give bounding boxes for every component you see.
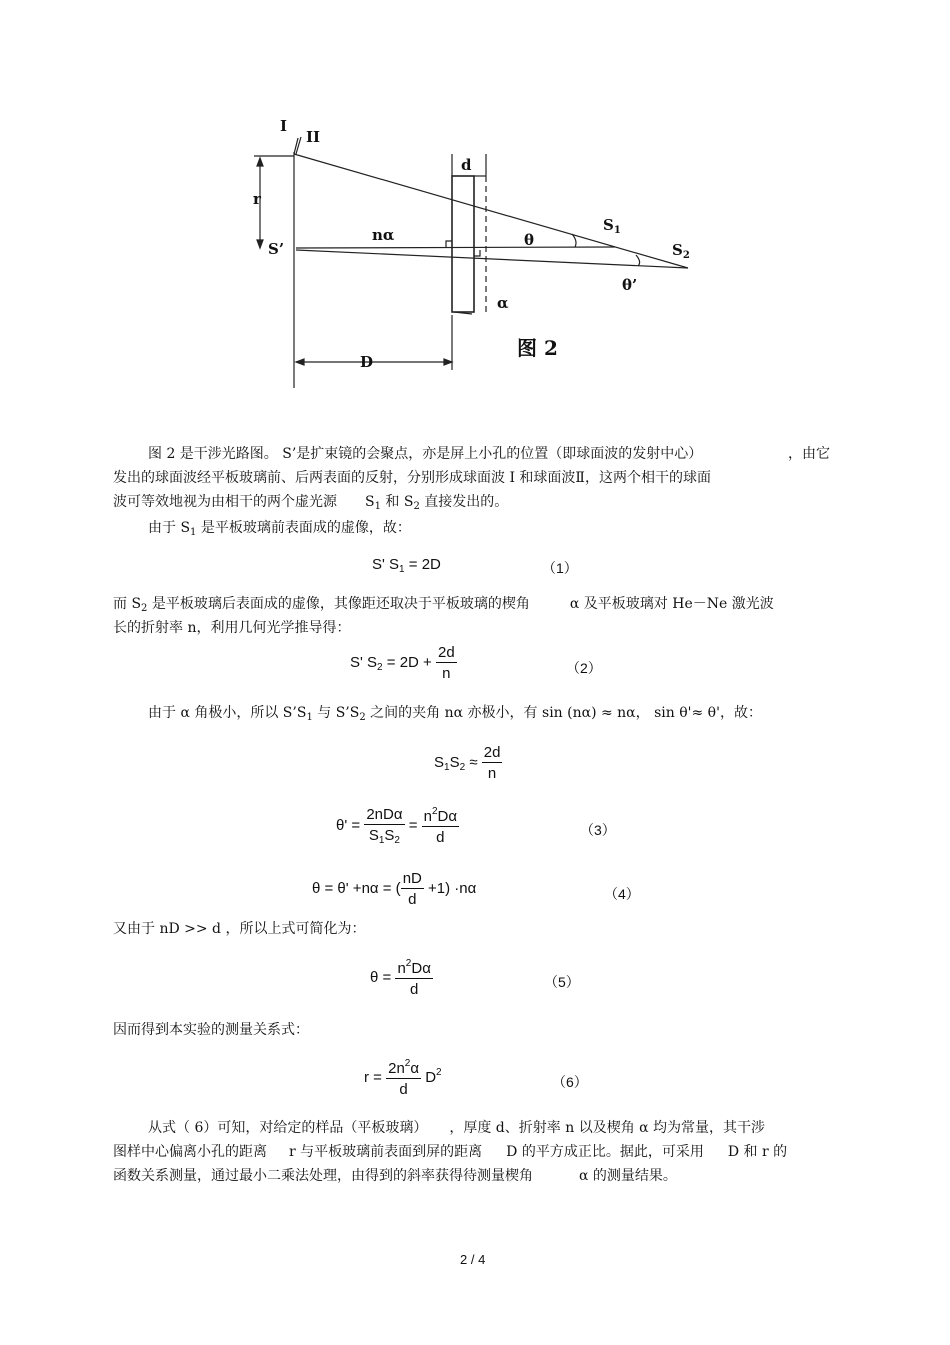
para7-line1: 从式（ 6）可知，对给定的样品（平板玻璃） ，厚度 d、折射率 n 以及楔角 α 均为常量，其干涉 — [148, 1120, 766, 1136]
para7-line3: 函数关系测量，通过最小二乘法处理，由得到的斜率获得待测量楔角 α 的测量结果。 — [113, 1168, 677, 1184]
equation-5: θ = $\frac{n^2D\alpha}{d}$ — [370, 958, 431, 998]
ray-label-i: I — [280, 117, 288, 135]
para6: 因而得到本实验的测量关系式： — [113, 1022, 309, 1038]
equation-6-number: （6） — [552, 1074, 588, 1090]
label-theta-prime: θ’ — [622, 276, 638, 294]
interference-diagram — [240, 110, 710, 390]
label-theta: θ — [524, 231, 535, 249]
para3-line1: 而 $S_2$ 是平板玻璃后表面成的虚像，其像距还取决于平板玻璃的楔角 α 及平板玻璃对 He－Ne 激光波 — [113, 596, 774, 614]
ray-to-s2 — [294, 154, 688, 268]
equation-1: S' $S_1 = 2D$ — [372, 556, 441, 575]
equation-5-number: （5） — [544, 974, 580, 990]
para1-line1b: ，由它 — [788, 446, 830, 462]
para1-line2: 发出的球面波经平板玻璃前、后两表面的反射，分别形成球面波 I 和球面波Ⅱ，这两个相干的球面 — [113, 470, 711, 486]
label-D: D — [360, 353, 374, 371]
axis-s2 — [296, 250, 688, 268]
equation-s1s2: $S_1S_2$ ≈ $\frac{2d}{n}$ — [434, 744, 501, 782]
equation-2-number: （2） — [566, 660, 602, 676]
label-d: d — [461, 156, 472, 174]
equation-4-number: （4） — [604, 886, 640, 902]
glass-plate — [452, 176, 474, 312]
figure-caption: 图 2 — [517, 336, 558, 360]
para4: 由于 α 角极小，所以 $S’S_1$ 与 $S’S_2$ 之间的夹角 nα 亦极小，有 sin (nα) ≈ nα， sin θ'≈ θ'，故： — [148, 705, 762, 723]
equation-3-number: （3） — [580, 822, 616, 838]
label-s2: $S_2$ — [672, 241, 690, 261]
equation-1-number: （1） — [542, 560, 578, 576]
equation-4: θ = θ' +nα = ( $\frac{nD}{d}$ +1) ·nα — [312, 870, 477, 908]
para3-line2: 长的折射率 n，利用几何光学推导得： — [113, 620, 351, 636]
label-alpha: α — [497, 294, 509, 312]
equation-6: r = $\frac{2n^2\alpha}{d}$ $D^2$ — [364, 1058, 442, 1098]
label-n-alpha: nα — [372, 226, 395, 244]
para7-line2: 图样中心偏离小孔的距离 r 与平板玻璃前表面到屏的距离 D 的平方成正比。据此，可采用 D 和 r 的 — [113, 1144, 788, 1160]
para5: 又由于 nD >> d ，所以上式可简化为： — [113, 921, 366, 937]
label-r: r — [253, 190, 261, 208]
label-s-prime: S’ — [268, 240, 285, 258]
equation-2: S' $S_2 = 2D$ + $\frac{2d}{n}$ — [350, 644, 455, 682]
para1-line3: 波可等效地视为由相干的两个虚光源 $S_1$ 和 $S_2$ 直接发出的。 — [113, 494, 509, 512]
page-number: 2 / 4 — [460, 1252, 486, 1267]
ray-label-ii: II — [306, 128, 321, 146]
label-s1: $S_1$ — [603, 216, 621, 236]
para2: 由于 $S_1$ 是平板玻璃前表面成的虚像，故： — [148, 520, 411, 538]
equation-3: θ' = $\frac{\text{2nDα}}{S_1S_2}$ = $\frac{n^2D\alpha}{d}$ — [336, 806, 458, 846]
para1-line1a: 图 2 是干涉光路图。 S’是扩束镜的会聚点，亦是屏上小孔的位置（即球面波的发射中心） — [148, 446, 703, 462]
axis-s1 — [296, 247, 615, 248]
